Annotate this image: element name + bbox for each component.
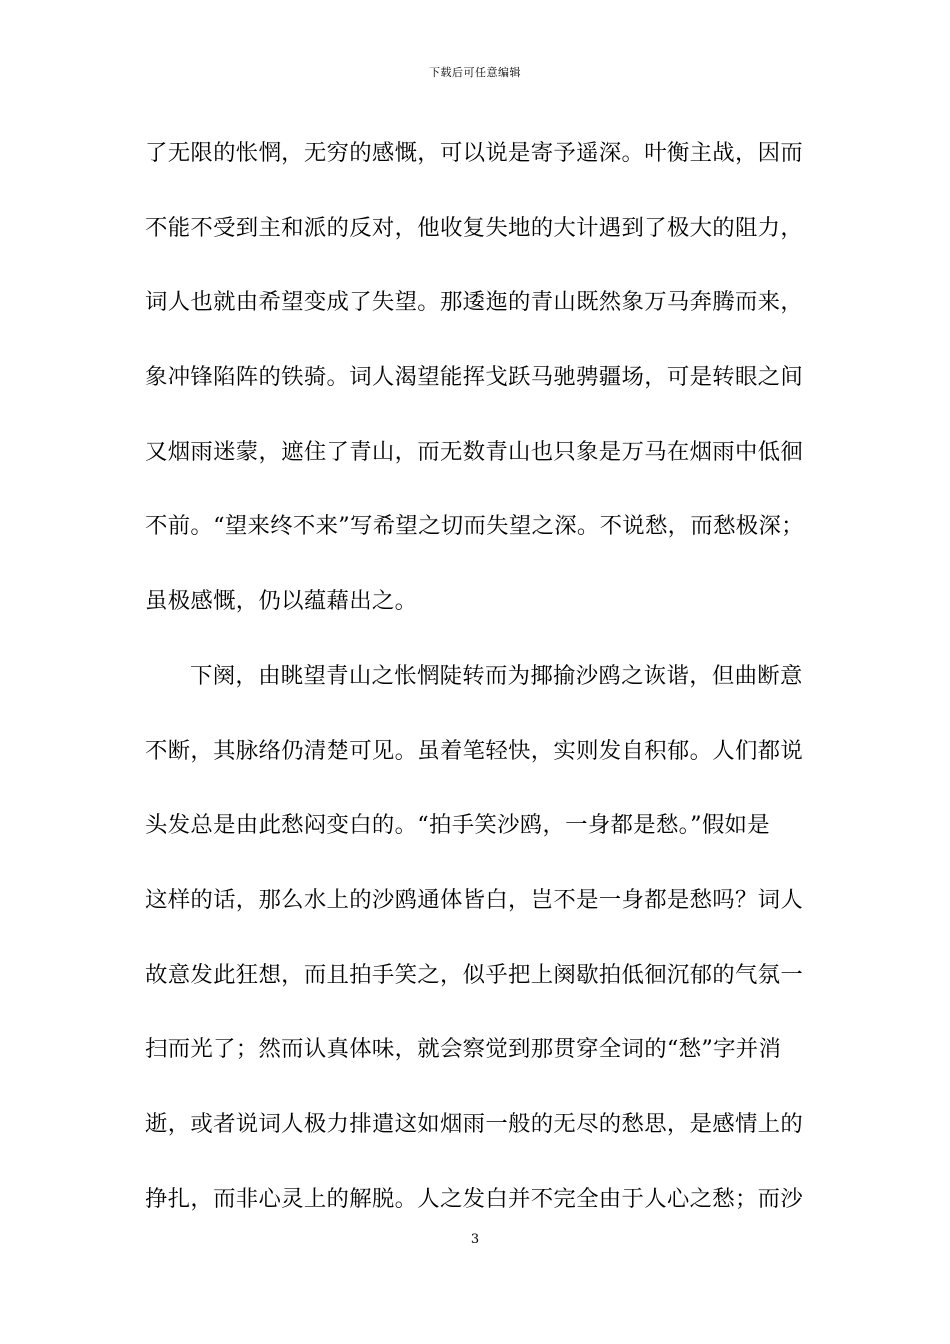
document-body [145, 131, 825, 1251]
paragraph-start-line: 下阕，由眺望青山之怅惘陡转而为揶揄沙鸥之诙谐，但曲断意 [190, 662, 803, 689]
text-line: 不前。“望来终不来”写希望之切而失望之深。不说愁，而愁极深； [145, 513, 804, 540]
text-line: 故意发此狂想，而且拍手笑之，似乎把上阕歇拍低徊沉郁的气氛一 [145, 961, 804, 988]
text-line: 逝，或者说词人极力排遣这如烟雨一般的无尽的愁思，是感情上的 [145, 1110, 804, 1137]
text-line: 又烟雨迷蒙，遮住了青山，而无数青山也只象是万马在烟雨中低徊 [145, 438, 804, 465]
text-line: 了无限的怅惘，无穷的感慨，可以说是寄予遥深。叶衡主战，因而 [145, 140, 804, 166]
page-number: 3 [470, 1232, 480, 1247]
text-line: 词人也就由希望变成了失望。那逶迤的青山既然象万马奔腾而来， [145, 289, 804, 316]
text-line: 扫而光了；然而认真体味，就会察觉到那贯穿全词的“愁”字并消 [145, 1036, 782, 1063]
text-line: 挣扎，而非心灵上的解脱。人之发白并不完全由于人心之愁；而沙 [145, 1185, 804, 1212]
text-line: 头发总是由此愁闷变白的。“拍手笑沙鸥，一身都是愁。”假如是 [145, 812, 770, 839]
text-line: 象冲锋陷阵的铁骑。词人渴望能挥戈跃马驰骋疆场，可是转眼之间 [145, 364, 804, 391]
text-line: 这样的话，那么水上的沙鸥通体皆白，岂不是一身都是愁吗？词人 [145, 886, 804, 913]
text-line: 不断，其脉络仍清楚可见。虽着笔轻快，实则发自积郁。人们都说 [145, 737, 804, 764]
page-header: 下载后可任意编辑 [429, 66, 521, 79]
text-line: 虽极感慨，仍以蕴藉出之。 [145, 588, 418, 615]
text-line: 不能不受到主和派的反对，他收复失地的大计遇到了极大的阻力， [145, 214, 804, 241]
